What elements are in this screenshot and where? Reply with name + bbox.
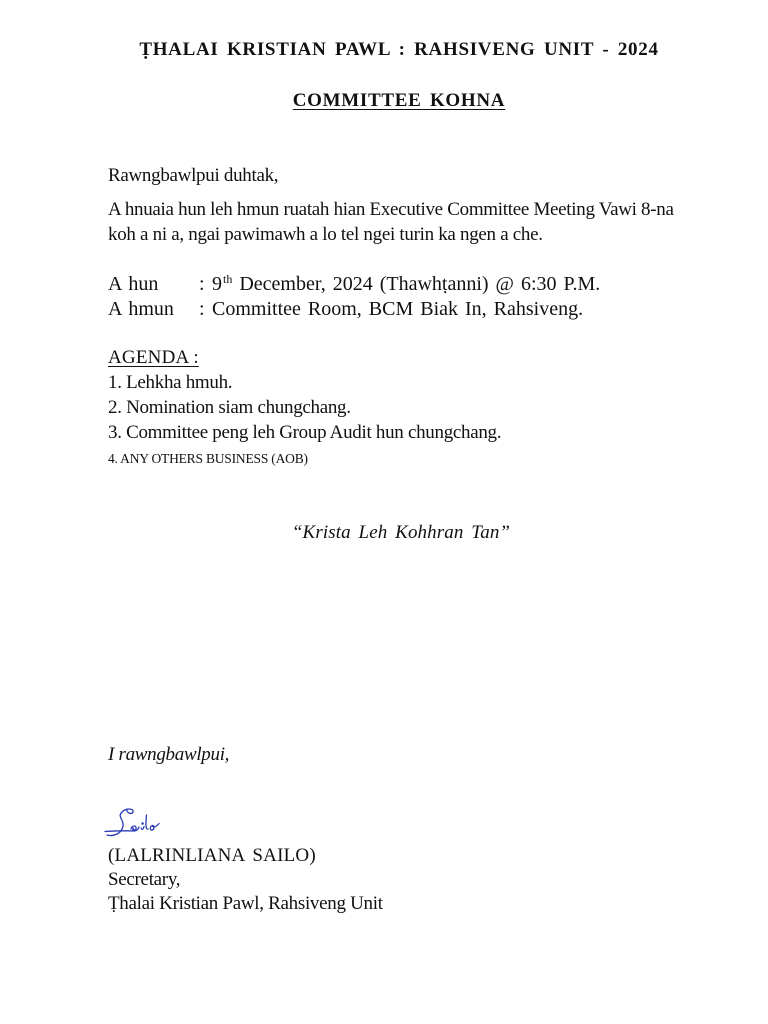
agenda-item: 3. Committee peng leh Group Audit hun chungchang. [108,422,502,443]
agenda-item: 2. Nomination siam chungchang. [108,397,351,418]
signatory-organization: Ṭhalai Kristian Pawl, Rahsiveng Unit [108,893,383,914]
meeting-time-separator: : [199,273,205,295]
document-subtitle: COMMITTEE KOHNA [292,90,506,111]
meeting-time-label: A hun [108,273,159,295]
meeting-venue-label: A hmun [108,298,174,320]
meeting-time-value [212,272,600,296]
meeting-venue-row [108,297,708,321]
meeting-date-rest: December, 2024 (Thawhṭanni) @ 6:30 P.M. [232,273,601,295]
signatory-name: (LALRINLIANA SAILO) [108,845,316,866]
handwritten-signature [104,804,170,840]
agenda-heading: AGENDA : [108,347,199,368]
meeting-venue-value: Committee Room, BCM Biak In, Rahsiveng. [212,298,584,320]
signatory-role: Secretary, [108,869,181,890]
motto: “Krista Leh Kohhran Tan” [291,522,511,543]
document-subtitle-wrapper [15,89,768,113]
meeting-date-ordinal-suffix: th [223,272,233,286]
meeting-time-row [108,272,708,296]
body-paragraph-line: A hnuaia hun leh hmun ruatah hian Executive Committee Meeting Vawi 8-na [108,199,674,220]
agenda-item: 1. Lehkha hmuh. [108,372,233,393]
meeting-date-day: 9 [212,273,222,295]
agenda-heading-wrapper [108,346,199,370]
closing-line: I rawngbawlpui, [108,744,230,765]
body-paragraph-line: koh a ni a, ngai pawimawh a lo tel ngei turin ka ngen a che. [108,224,543,245]
document-title: ṬHALAI KRISTIAN PAWL : RAHSIVENG UNIT - 2024 [139,39,659,60]
salutation: Rawngbawlpui duhtak, [108,165,279,186]
meeting-venue-separator: : [199,298,205,320]
agenda-item: 4. ANY OTHERS BUSINESS (AOB) [108,451,308,466]
